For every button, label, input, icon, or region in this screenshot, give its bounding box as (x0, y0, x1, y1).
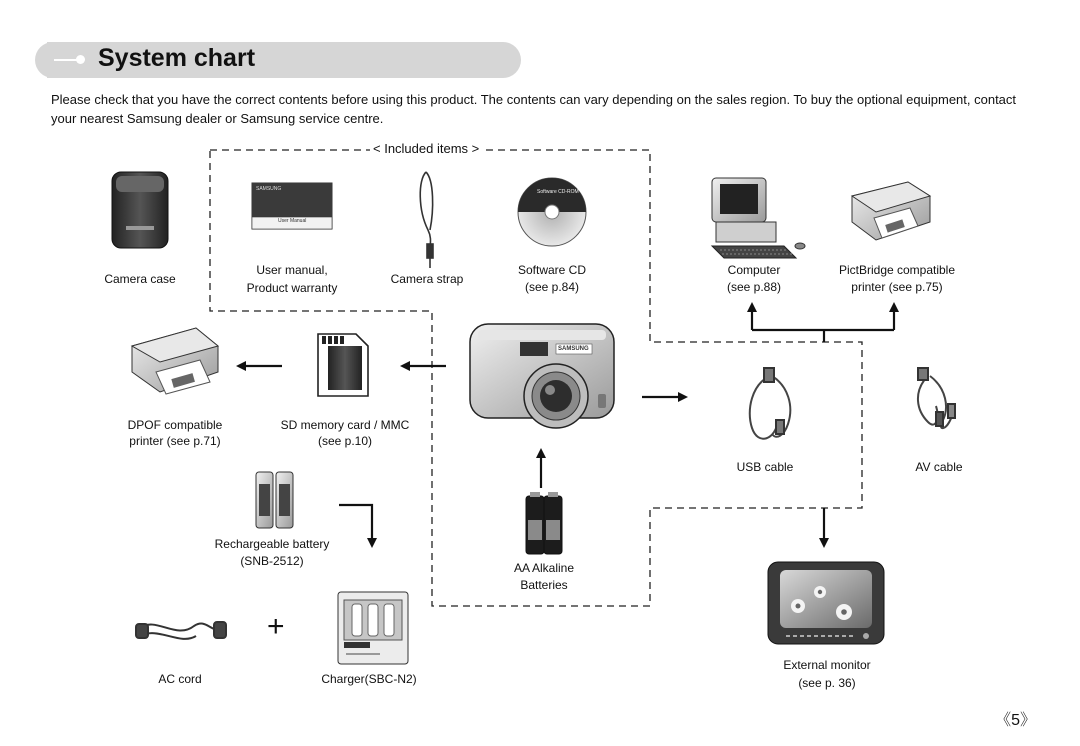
label-user-manual-2: Product warranty (246, 281, 338, 295)
label-camera-case: Camera case (104, 272, 176, 286)
av-cable-image (918, 368, 955, 428)
label-pictbridge-1: PictBridge compatible (838, 263, 956, 277)
label-computer-1: Computer (727, 263, 781, 277)
label-charger: Charger(SBC-N2) (321, 672, 417, 686)
ac-cord-image (136, 622, 226, 639)
dpof-printer-image (132, 328, 218, 394)
label-software-cd-2: (see p.84) (524, 280, 580, 294)
manual-cover-brand: SAMSUNG (256, 186, 282, 192)
label-computer-2: (see p.88) (726, 280, 782, 294)
label-sd-1: SD memory card / MMC (280, 418, 410, 432)
label-software-cd-1: Software CD (517, 263, 587, 277)
label-rechargeable-2: (SNB-2512) (240, 554, 304, 568)
label-monitor-1: External monitor (783, 658, 871, 672)
rechargeable-battery-image (256, 472, 293, 528)
label-sd-2: (see p.10) (317, 434, 373, 448)
camera-strap-image (420, 172, 433, 268)
label-av-cable: AV cable (915, 460, 963, 474)
camera-brand: SAMSUNG (558, 346, 589, 352)
sd-card-image (318, 334, 368, 396)
aa-battery-image (526, 492, 562, 554)
page-title: System chart (98, 44, 256, 72)
label-aa-2: Batteries (520, 578, 568, 592)
label-camera-strap: Camera strap (390, 272, 464, 286)
pictbridge-printer-image (852, 182, 930, 240)
digital-camera-image (470, 324, 614, 428)
label-usb-cable: USB cable (736, 460, 794, 474)
manual-cover-text: User Manual (278, 218, 307, 224)
included-items-title: < Included items > (370, 141, 482, 156)
label-pictbridge-2: printer (see p.75) (851, 280, 943, 294)
label-rechargeable-1: Rechargeable battery (214, 537, 330, 551)
label-ac-cord: AC cord (158, 672, 202, 686)
label-monitor-2: (see p. 36) (798, 676, 856, 690)
camera-case-image (112, 172, 168, 248)
page-number: 《5》 (995, 712, 1036, 729)
label-aa-1: AA Alkaline (513, 561, 575, 575)
usb-cable-image (750, 368, 791, 439)
label-user-manual-1: User manual, (256, 263, 328, 277)
cd-label: Software CD-ROM (537, 189, 579, 195)
intro-text: Please check that you have the correct contents before using this product. The contents can vary depending on the sales region. To buy the optional equipment, contact your nearest Samsung dealer or Samsung service centre. (51, 92, 1017, 126)
arrow-battery-to-charger (339, 505, 372, 544)
external-monitor-image (768, 562, 884, 644)
label-dpof-1: DPOF compatible (127, 418, 223, 432)
computer-image (712, 178, 805, 258)
charger-image (338, 592, 408, 664)
plus-sign: + (267, 610, 285, 643)
label-dpof-2: printer (see p.71) (129, 434, 221, 448)
